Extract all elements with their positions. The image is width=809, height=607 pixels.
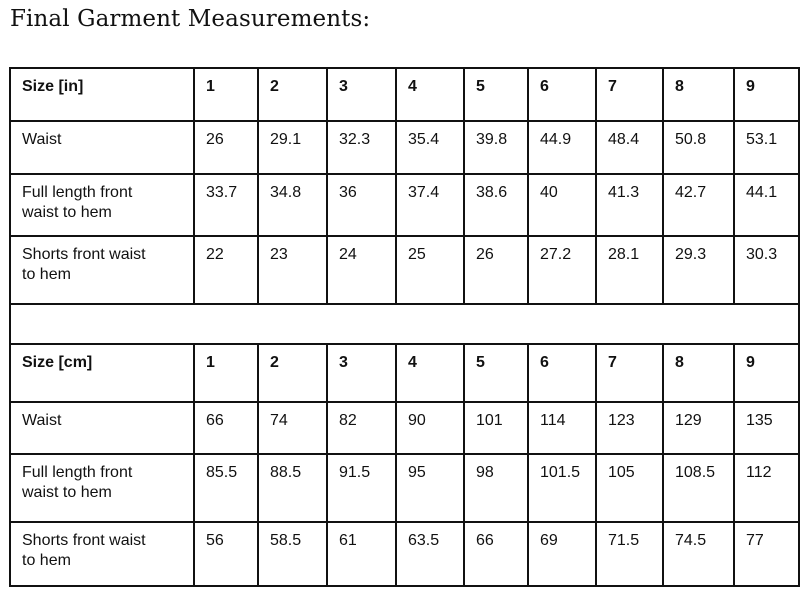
table-cell: 112 bbox=[734, 454, 799, 522]
measurements-table bbox=[9, 67, 800, 587]
table-cell: 90 bbox=[396, 402, 464, 454]
size-header-cell: 8 bbox=[663, 68, 734, 121]
size-header-cell: 8 bbox=[663, 344, 734, 402]
table-cell: 63.5 bbox=[396, 522, 464, 586]
table-cell: 74 bbox=[258, 402, 327, 454]
row-label-line: Shorts front waist bbox=[22, 532, 146, 549]
table-cell: 66 bbox=[464, 522, 528, 586]
table-cell: 69 bbox=[528, 522, 596, 586]
table-cell: 38.6 bbox=[464, 174, 528, 236]
table-cell: 42.7 bbox=[663, 174, 734, 236]
size-header-cell: 2 bbox=[258, 344, 327, 402]
table-cell: 44.1 bbox=[734, 174, 799, 236]
row-label-line: to hem bbox=[22, 552, 71, 569]
table-cell: 44.9 bbox=[528, 121, 596, 174]
page-title: Final Garment Measurements: bbox=[10, 6, 371, 32]
row-label-line: waist to hem bbox=[22, 204, 112, 221]
size-header-cell: 5 bbox=[464, 68, 528, 121]
table-cell: 41.3 bbox=[596, 174, 663, 236]
table-cell: 98 bbox=[464, 454, 528, 522]
table-cell: 58.5 bbox=[258, 522, 327, 586]
table-cell: 108.5 bbox=[663, 454, 734, 522]
table-cell: 61 bbox=[327, 522, 396, 586]
table-cell: 74.5 bbox=[663, 522, 734, 586]
row-label bbox=[10, 121, 194, 174]
size-in-header: Size [in] bbox=[10, 68, 194, 121]
table-cell: 24 bbox=[327, 236, 396, 304]
row-label bbox=[10, 174, 194, 236]
table-row bbox=[10, 522, 799, 586]
table-cell: 28.1 bbox=[596, 236, 663, 304]
row-label-line: to hem bbox=[22, 266, 71, 283]
size-header-cell: 3 bbox=[327, 68, 396, 121]
table-cell: 105 bbox=[596, 454, 663, 522]
size-header-cell: 4 bbox=[396, 68, 464, 121]
table-cell: 95 bbox=[396, 454, 464, 522]
size-header-cell: 5 bbox=[464, 344, 528, 402]
row-label bbox=[10, 454, 194, 522]
table-row bbox=[10, 236, 799, 304]
row-label bbox=[10, 522, 194, 586]
table-cell: 39.8 bbox=[464, 121, 528, 174]
table-cell: 29.1 bbox=[258, 121, 327, 174]
table-cell: 85.5 bbox=[194, 454, 258, 522]
table-cell: 23 bbox=[258, 236, 327, 304]
table-cell: 32.3 bbox=[327, 121, 396, 174]
size-cm-header: Size [cm] bbox=[10, 344, 194, 402]
table-cell: 50.8 bbox=[663, 121, 734, 174]
size-header-cell: 4 bbox=[396, 344, 464, 402]
table-cell: 114 bbox=[528, 402, 596, 454]
size-header-cell: 1 bbox=[194, 68, 258, 121]
table-cell: 129 bbox=[663, 402, 734, 454]
row-label-line: Waist bbox=[22, 131, 62, 148]
table-cell: 48.4 bbox=[596, 121, 663, 174]
row-label-line: Full length front bbox=[22, 464, 133, 481]
size-header-cell: 7 bbox=[596, 68, 663, 121]
row-label-line: waist to hem bbox=[22, 484, 112, 501]
table-cell: 88.5 bbox=[258, 454, 327, 522]
table-row bbox=[10, 402, 799, 454]
size-header-cell: 6 bbox=[528, 68, 596, 121]
table-row bbox=[10, 121, 799, 174]
row-label-line: Shorts front waist bbox=[22, 246, 146, 263]
table-cell: 34.8 bbox=[258, 174, 327, 236]
size-header-cell: 7 bbox=[596, 344, 663, 402]
table-row bbox=[10, 174, 799, 236]
row-label-line: Waist bbox=[22, 412, 62, 429]
table-cell: 77 bbox=[734, 522, 799, 586]
row-label bbox=[10, 236, 194, 304]
table-cell: 22 bbox=[194, 236, 258, 304]
table-cell: 35.4 bbox=[396, 121, 464, 174]
row-label-line: Full length front bbox=[22, 184, 133, 201]
size-header-cell: 2 bbox=[258, 68, 327, 121]
table-cell: 36 bbox=[327, 174, 396, 236]
table-cell: 135 bbox=[734, 402, 799, 454]
spacer-cell bbox=[10, 304, 799, 344]
table-cell: 29.3 bbox=[663, 236, 734, 304]
cm-header-row bbox=[10, 344, 799, 402]
table-cell: 33.7 bbox=[194, 174, 258, 236]
table-cell: 25 bbox=[396, 236, 464, 304]
size-header-cell: 9 bbox=[734, 68, 799, 121]
table-cell: 37.4 bbox=[396, 174, 464, 236]
table-cell: 27.2 bbox=[528, 236, 596, 304]
table-cell: 26 bbox=[194, 121, 258, 174]
table-cell: 82 bbox=[327, 402, 396, 454]
row-label bbox=[10, 402, 194, 454]
table-cell: 30.3 bbox=[734, 236, 799, 304]
table-cell: 91.5 bbox=[327, 454, 396, 522]
table-cell: 101.5 bbox=[528, 454, 596, 522]
table-cell: 123 bbox=[596, 402, 663, 454]
table-cell: 40 bbox=[528, 174, 596, 236]
table-row bbox=[10, 454, 799, 522]
spacer-row bbox=[10, 304, 799, 344]
table-cell: 66 bbox=[194, 402, 258, 454]
size-header-cell: 3 bbox=[327, 344, 396, 402]
table-cell: 53.1 bbox=[734, 121, 799, 174]
inches-header-row bbox=[10, 68, 799, 121]
table-cell: 56 bbox=[194, 522, 258, 586]
table-cell: 71.5 bbox=[596, 522, 663, 586]
table-cell: 101 bbox=[464, 402, 528, 454]
size-header-cell: 6 bbox=[528, 344, 596, 402]
size-header-cell: 1 bbox=[194, 344, 258, 402]
table-cell: 26 bbox=[464, 236, 528, 304]
size-header-cell: 9 bbox=[734, 344, 799, 402]
